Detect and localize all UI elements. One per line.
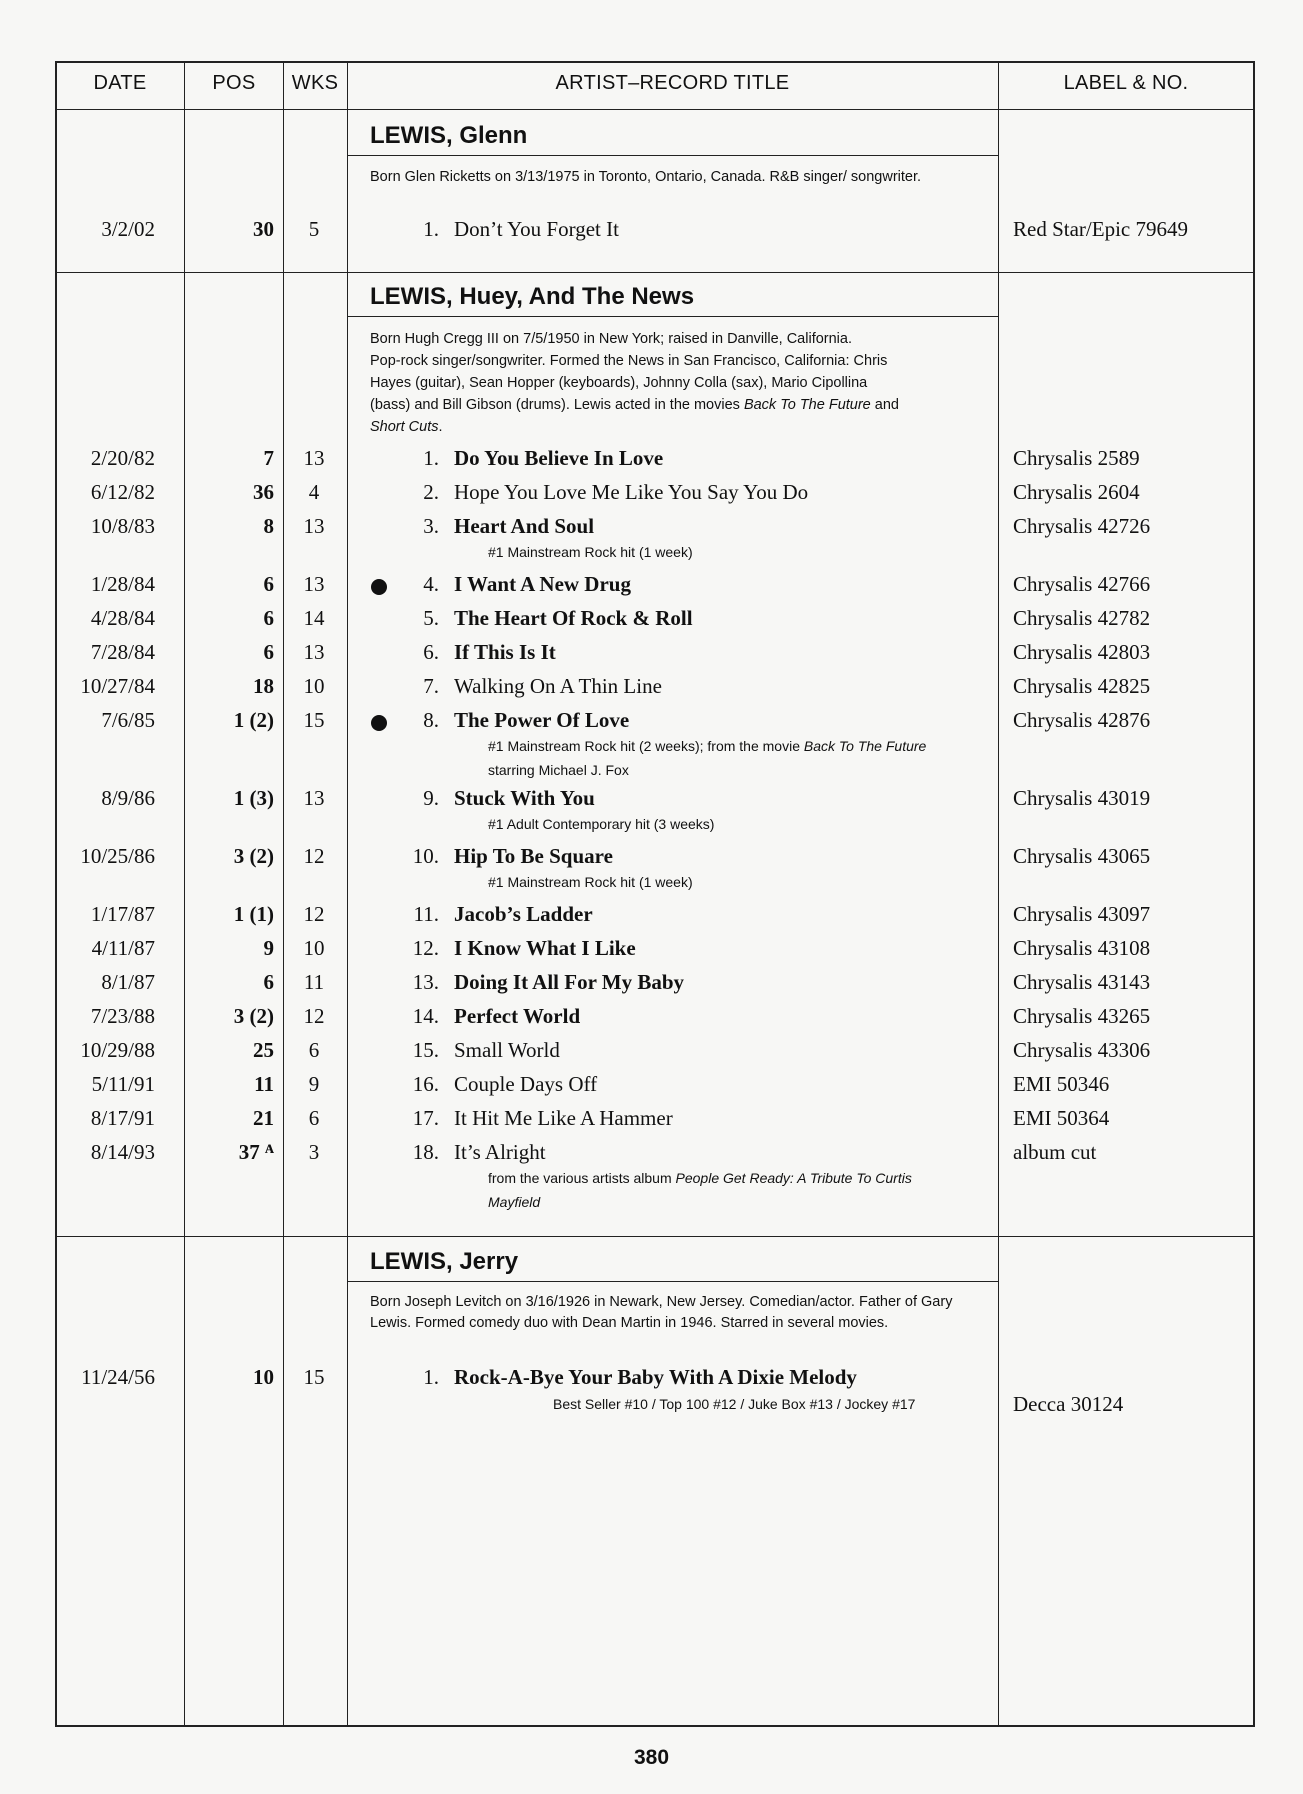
- gold-record-icon: [371, 579, 387, 595]
- record-date: 8/9/86: [101, 786, 155, 810]
- record-label: Chrysalis 43143: [1013, 970, 1151, 994]
- record-date: 8/1/87: [101, 970, 155, 994]
- bio-movie-title: Back To The Future: [743, 397, 871, 413]
- record-title: The Heart Of Rock & Roll: [454, 606, 693, 630]
- header-date: DATE: [93, 72, 147, 94]
- record-label: Chrysalis 42803: [1013, 640, 1151, 664]
- record-date: 5/11/91: [91, 1072, 155, 1096]
- record-wks: 5: [308, 217, 320, 241]
- record-number: 13.: [412, 970, 439, 994]
- record-number: 4.: [423, 572, 439, 596]
- record-pos: 10: [253, 1365, 274, 1389]
- record-label: EMI 50364: [1013, 1106, 1110, 1130]
- record-title: Perfect World: [454, 1004, 581, 1028]
- bio-line: [370, 394, 985, 416]
- record-note: Best Seller #10 / Top 100 #12 / Juke Box #13 / Jockey #17: [553, 1396, 916, 1412]
- record-pos: 6: [263, 572, 274, 596]
- record-wks: 3: [308, 1140, 320, 1164]
- record-label: Chrysalis 42766: [1013, 572, 1151, 596]
- record-title: I Know What I Like: [454, 936, 636, 960]
- note-text: from the various artists album: [488, 1170, 676, 1186]
- record-date: 4/28/84: [90, 606, 155, 630]
- record-date: 11/24/56: [81, 1365, 155, 1389]
- record-title: The Power Of Love: [454, 708, 630, 732]
- gold-record-icon: [371, 715, 387, 731]
- record-row: [0, 1038, 1303, 1068]
- record-wks: 10: [303, 674, 325, 698]
- bio-line: Born Hugh Cregg III on 7/5/1950 in New York; raised in Danville, California.: [370, 331, 852, 347]
- record-row: [0, 572, 1303, 602]
- record-note: #1 Adult Contemporary hit (3 weeks): [488, 816, 715, 832]
- record-wks: 10: [303, 936, 325, 960]
- record-wks: 14: [303, 606, 325, 630]
- note-italic-title: Back To The Future: [803, 738, 927, 754]
- record-subrow: [0, 1392, 1303, 1422]
- column-divider: [184, 61, 185, 1727]
- record-date: 4/11/87: [91, 936, 155, 960]
- record-label: Decca 30124: [1013, 1392, 1124, 1416]
- record-wks: 6: [308, 1106, 320, 1130]
- record-title: Doing It All For My Baby: [454, 970, 685, 994]
- record-title: Hope You Love Me Like You Say You Do: [454, 480, 809, 504]
- record-pos: 3 (2): [233, 844, 274, 868]
- record-label: Chrysalis 43265: [1013, 1004, 1151, 1028]
- record-pos: 11: [254, 1072, 274, 1096]
- record-pos: 7: [263, 446, 274, 470]
- record-row: [0, 936, 1303, 966]
- record-row: [0, 1106, 1303, 1136]
- record-label: EMI 50346: [1013, 1072, 1110, 1096]
- record-row: [0, 217, 1303, 247]
- record-date: 8/17/91: [90, 1106, 155, 1130]
- record-wks: 9: [308, 1072, 320, 1096]
- record-pos: 3 (2): [233, 1004, 274, 1028]
- record-wks: 11: [303, 970, 325, 994]
- record-date: 10/25/86: [80, 844, 155, 868]
- artist-bio: Born Glen Ricketts on 3/13/1975 in Toronto, Ontario, Canada. R&B singer/ songwriter.: [370, 169, 922, 185]
- header-label: LABEL & NO.: [1063, 72, 1189, 94]
- record-number: 6.: [423, 640, 439, 664]
- record-wks: 13: [303, 514, 325, 538]
- record-note: #1 Mainstream Rock hit (1 week): [488, 874, 693, 890]
- record-title: Do You Believe In Love: [454, 446, 664, 470]
- record-row: [0, 970, 1303, 1000]
- column-divider: [347, 61, 348, 1727]
- artist-separator: [55, 272, 1255, 273]
- bio-text: .: [438, 419, 443, 435]
- record-number: 1.: [423, 217, 439, 241]
- record-date: 1/17/87: [90, 902, 155, 926]
- record-wks: 13: [303, 572, 325, 596]
- record-number: 5.: [423, 606, 439, 630]
- record-title: Rock-A-Bye Your Baby With A Dixie Melody: [454, 1365, 857, 1389]
- record-wks: 15: [303, 1365, 325, 1389]
- record-number: 11.: [413, 902, 439, 926]
- record-number: 18.: [412, 1140, 439, 1164]
- bio-line: Pop-rock singer/songwriter. Formed the News in San Francisco, California: Chris: [370, 353, 888, 369]
- note-text: #1 Mainstream Rock hit (2 weeks); from the movie: [488, 738, 804, 754]
- artist-name: LEWIS, Huey, And The News: [370, 283, 695, 310]
- record-label: Chrysalis 43306: [1013, 1038, 1151, 1062]
- record-note: [488, 1166, 978, 1214]
- record-number: 9.: [423, 786, 439, 810]
- artist-separator: [55, 1236, 1255, 1237]
- record-title: Don’t You Forget It: [454, 217, 619, 241]
- record-title: It’s Alright: [454, 1140, 546, 1164]
- record-pos: 37 ᴬ: [238, 1140, 274, 1164]
- record-label: Red Star/Epic 79649: [1013, 217, 1188, 241]
- bio-line: Hayes (guitar), Sean Hopper (keyboards), Johnny Colla (sax), Mario Cipollina: [370, 375, 868, 391]
- record-date: 10/8/83: [90, 514, 155, 538]
- record-wks: 13: [303, 640, 325, 664]
- record-row: [0, 1072, 1303, 1102]
- record-number: 15.: [412, 1038, 439, 1062]
- record-label: Chrysalis 42782: [1013, 606, 1151, 630]
- artist-rule: [347, 155, 998, 156]
- column-divider: [283, 61, 284, 1727]
- record-title: It Hit Me Like A Hammer: [454, 1106, 673, 1130]
- record-row: [0, 674, 1303, 704]
- record-row: [0, 480, 1303, 510]
- record-pos: 36: [253, 480, 274, 504]
- note-italic-title: People Get Ready: A Tribute To Curtis: [675, 1170, 912, 1186]
- bio-text: and: [874, 397, 899, 413]
- record-number: 1.: [423, 1365, 439, 1389]
- record-row: [0, 640, 1303, 670]
- record-wks: 13: [303, 446, 325, 470]
- record-row: [0, 902, 1303, 932]
- record-label: Chrysalis 43019: [1013, 786, 1151, 810]
- record-date: 3/2/02: [101, 217, 155, 241]
- record-number: 7.: [423, 674, 439, 698]
- record-label: Chrysalis 43097: [1013, 902, 1151, 926]
- record-date: 2/20/82: [90, 446, 155, 470]
- record-label: Chrysalis 42825: [1013, 674, 1151, 698]
- record-title: Heart And Soul: [454, 514, 595, 538]
- record-row: [0, 446, 1303, 476]
- artist-name: LEWIS, Glenn: [370, 122, 528, 149]
- record-number: 8.: [423, 708, 439, 732]
- artist-rule: [347, 316, 998, 317]
- record-pos: 25: [253, 1038, 274, 1062]
- page-number: 380: [633, 1746, 670, 1769]
- record-date: 6/12/82: [90, 480, 155, 504]
- note-text: starring Michael J. Fox: [488, 762, 629, 778]
- record-number: 2.: [423, 480, 439, 504]
- record-row: [0, 1004, 1303, 1034]
- record-note: #1 Mainstream Rock hit (1 week): [488, 544, 693, 560]
- record-wks: 4: [308, 480, 320, 504]
- record-pos: 1 (1): [233, 902, 274, 926]
- header-pos: POS: [212, 72, 256, 94]
- record-pos: 30: [253, 217, 274, 241]
- record-number: 3.: [423, 514, 439, 538]
- record-title: If This Is It: [454, 640, 556, 664]
- column-divider: [998, 61, 999, 1727]
- record-note: [488, 734, 978, 782]
- record-number: 16.: [412, 1072, 439, 1096]
- record-wks: 13: [303, 786, 325, 810]
- artist-bio: Born Joseph Levitch on 3/16/1926 in Newark, New Jersey. Comedian/actor. Father of Gary Lewis. Formed comedy duo with Dean Martin in 1946. Starred in several movies.: [370, 1294, 953, 1331]
- record-pos: 6: [263, 640, 274, 664]
- record-pos: 8: [263, 514, 274, 538]
- record-number: 17.: [412, 1106, 439, 1130]
- record-label: Chrysalis 42726: [1013, 514, 1151, 538]
- record-title: Small World: [454, 1038, 560, 1062]
- record-date: 7/6/85: [101, 708, 155, 732]
- record-label: album cut: [1013, 1140, 1097, 1164]
- record-title: I Want A New Drug: [454, 572, 631, 596]
- record-date: 7/28/84: [90, 640, 155, 664]
- record-pos: 21: [253, 1106, 274, 1130]
- record-pos: 1 (3): [233, 786, 274, 810]
- record-number: 1.: [423, 446, 439, 470]
- header-wks: WKS: [291, 72, 339, 94]
- record-date: 7/23/88: [90, 1004, 155, 1028]
- header-rule: [55, 109, 1255, 110]
- header-title: ARTIST–RECORD TITLE: [555, 72, 790, 94]
- record-title: Couple Days Off: [454, 1072, 598, 1096]
- record-number: 12.: [412, 936, 439, 960]
- record-pos: 6: [263, 606, 274, 630]
- record-wks: 12: [303, 1004, 325, 1028]
- record-wks: 15: [303, 708, 325, 732]
- record-title: Jacob’s Ladder: [454, 902, 593, 926]
- record-title: Stuck With You: [454, 786, 595, 810]
- record-row: [0, 1365, 1303, 1395]
- record-date: 1/28/84: [90, 572, 155, 596]
- record-title: Walking On A Thin Line: [454, 674, 662, 698]
- record-pos: 6: [263, 970, 274, 994]
- record-date: 10/27/84: [80, 674, 155, 698]
- record-label: Chrysalis 42876: [1013, 708, 1151, 732]
- artist-bio: [370, 328, 985, 438]
- record-number: 14.: [412, 1004, 439, 1028]
- record-wks: 12: [303, 844, 325, 868]
- record-label: Chrysalis 2589: [1013, 446, 1140, 470]
- bio-text: (bass) and Bill Gibson (drums). Lewis acted in the movies: [370, 397, 740, 413]
- record-wks: 12: [303, 902, 325, 926]
- artist-name: LEWIS, Jerry: [370, 1248, 519, 1275]
- record-label: Chrysalis 2604: [1013, 480, 1140, 504]
- record-label: Chrysalis 43108: [1013, 936, 1151, 960]
- artist-rule: [347, 1281, 998, 1282]
- record-pos: 18: [253, 674, 274, 698]
- record-title: Hip To Be Square: [454, 844, 613, 868]
- record-number: 10.: [412, 844, 439, 868]
- bio-line: [370, 416, 985, 438]
- record-label: Chrysalis 43065: [1013, 844, 1151, 868]
- record-wks: 6: [308, 1038, 320, 1062]
- note-text: Mayfield: [488, 1194, 541, 1210]
- record-pos: 1 (2): [233, 708, 274, 732]
- record-date: 10/29/88: [80, 1038, 155, 1062]
- record-pos: 9: [263, 936, 274, 960]
- bio-movie-title: Short Cuts: [370, 419, 439, 435]
- record-date: 8/14/93: [90, 1140, 155, 1164]
- record-row: [0, 606, 1303, 636]
